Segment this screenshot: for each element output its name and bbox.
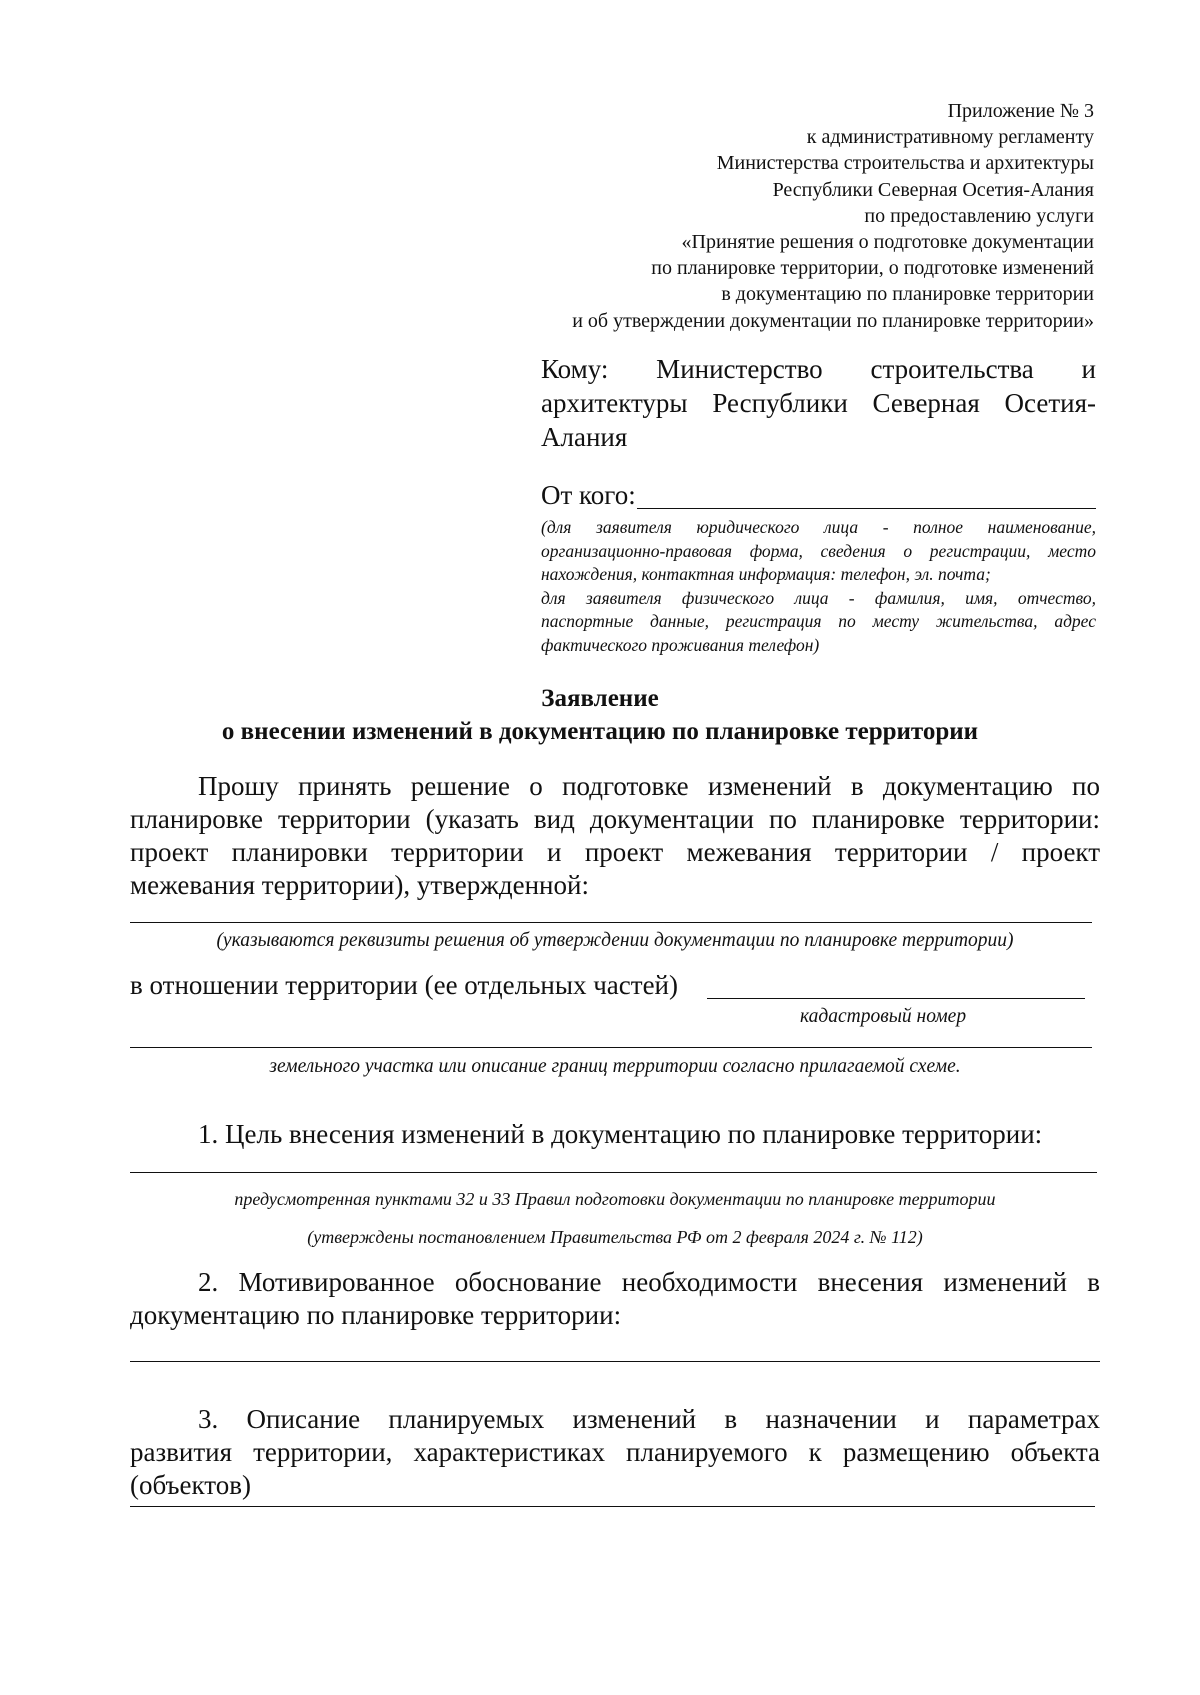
intro-line: межевания территории), утвержденной: (130, 870, 589, 900)
from-note-line: фактического проживания телефон) (541, 634, 820, 655)
intro-line: Прошу принять решение о подготовке изменений в документацию по (198, 771, 1100, 801)
document-title: Заявление (541, 685, 659, 712)
from-note-line: для заявителя физического лица - фамилия, имя, отчество, (541, 587, 1096, 608)
intro-line: планировке территории (указать вид документации по планировке территории: (130, 804, 1100, 834)
item1-paragraph (130, 1118, 1100, 1151)
addressee-line: Кому: Министерство строительства и (541, 354, 1096, 384)
item3-paragraph (130, 1403, 1100, 1502)
approval-input-line[interactable] (130, 922, 1092, 923)
item3-line: (объектов) (130, 1470, 251, 1500)
addressee-line: архитектуры Республики Северная Осетия- (541, 388, 1096, 418)
header-line: и об утверждении документации по планировке территории» (572, 309, 1094, 332)
from-note (541, 516, 1096, 657)
header-line: Приложение № 3 (947, 100, 1094, 122)
header-line: Республики Северная Осетия-Алания (772, 178, 1094, 201)
header-line: к административному регламенту (806, 126, 1094, 149)
header-line: в документацию по планировке территории (721, 283, 1094, 306)
addressee-to (541, 352, 1096, 454)
appendix-header (572, 98, 1094, 334)
item2-paragraph (130, 1266, 1100, 1332)
addressee-line: Алания (541, 422, 628, 452)
intro-line: проект планировки территории и проект межевания территории / проект (130, 837, 1100, 867)
item3-line: развития территории, характеристиках планируемого к размещению объекта (130, 1437, 1100, 1467)
from-note-line: паспортные данные, регистрация по месту жительства, адрес (541, 611, 1096, 631)
item1-caption-2: (утверждены постановлением Правительства РФ от 2 февраля 2024 г. № 112) (307, 1227, 923, 1247)
header-line: «Принятие решения о подготовке документации (681, 231, 1094, 254)
intro-paragraph (130, 770, 1100, 902)
from-note-line: организационно-правовая форма, сведения о регистрации, место (541, 540, 1096, 561)
item3-input-line[interactable] (130, 1506, 1095, 1507)
item2-line: документацию по планировке территории: (130, 1300, 622, 1330)
territory-text: в отношении территории (ее отдельных частей) (130, 970, 679, 1000)
header-line: по предоставлению услуги (864, 204, 1094, 227)
item1-text: 1. Цель внесения изменений в документацию по планировке территории: (198, 1119, 1043, 1149)
item2-line: 2. Мотивированное обоснование необходимости внесения изменений в (198, 1267, 1100, 1297)
approval-caption: (указываются реквизиты решения об утверждении документации по планировке территории) (216, 930, 1014, 951)
territory-input-line-2[interactable] (130, 1047, 1092, 1048)
document-subtitle: о внесении изменений в документацию по планировке территории (221, 718, 979, 745)
item1-input-line[interactable] (130, 1172, 1097, 1173)
cadastral-caption: кадастровый номер (800, 1006, 967, 1027)
from-note-line: (для заявителя юридического лица - полное наименование, (541, 517, 1096, 537)
territory-input-line[interactable] (707, 998, 1085, 999)
from-label: От кого: (541, 480, 636, 510)
item3-line: 3. Описание планируемых изменений в назначении и параметрах (198, 1404, 1100, 1434)
territory-caption: земельного участка или описание границ территории согласно прилагаемой схеме. (269, 1056, 961, 1077)
item1-caption: предусмотренная пунктами 32 и 33 Правил подготовки документации по планировке территории (234, 1189, 996, 1209)
from-note-line: нахождения, контактная информация: телефон, эл. почта; (541, 564, 991, 584)
header-line: по планировке территории, о подготовке изменений (651, 257, 1094, 280)
item2-input-line[interactable] (130, 1361, 1100, 1362)
from-input-line[interactable] (637, 508, 1096, 509)
header-line: Министерства строительства и архитектуры (716, 152, 1094, 175)
